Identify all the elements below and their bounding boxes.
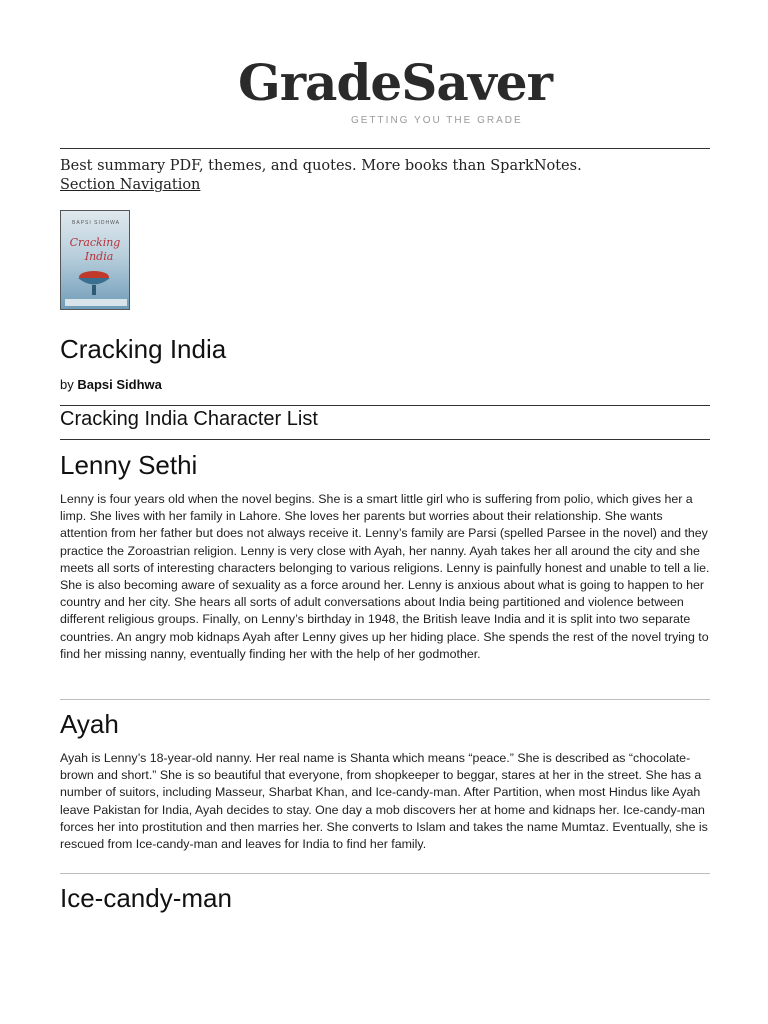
byline: [60, 377, 162, 392]
site-tagline: Best summary PDF, themes, and quotes. More books than SparkNotes.: [60, 158, 582, 174]
logo-tagline: GETTING YOU THE GRADE: [351, 115, 523, 126]
by-label: by: [60, 377, 74, 392]
list-title-bottom-rule: [60, 439, 710, 440]
cover-bowl: [78, 278, 110, 285]
list-title-top-rule: [60, 405, 710, 406]
character-name-lenny: Lenny Sethi: [60, 450, 198, 480]
character-separator: [60, 699, 710, 700]
cover-footer-band: [65, 299, 127, 306]
gradesaver-logo[interactable]: [238, 53, 552, 130]
character-name-ayah: Ayah: [60, 709, 119, 739]
cover-author-text: BAPSI SIDHWA: [72, 220, 120, 226]
header-divider: [60, 148, 710, 149]
character-name-ice-candy-man: Ice-candy-man: [60, 883, 232, 913]
character-list-title: Cracking India Character List: [60, 408, 318, 430]
book-cover-art: [61, 211, 130, 310]
character-description-lenny: Lenny is four years old when the novel begins. She is a smart little girl who is suffering from polio, which gives her a limp. She lives with her family in Lahore. She loves her parents but worries about their relationship. She wants attention from her father but does not always receive it. Lenny’s family are Parsi (spelled Parsee in the novel) and they practice the Zoroastrian religion. Lenny is very close with Ayah, her nanny. Ayah takes her all around the city and she meets all sorts of interesting characters belonging to various religions. Lenny is painfully honest and unable to tell a lie. She is also becoming aware of sexuality as a force around her. Lenny is anxious about what is going to happen to her country and her city. She hears all sorts of adult conversations about India being partitioned and violence between different religious groups. Finally, on Lenny’s birthday in 1948, the British leave India and it is split into two separate countries. An angry mob kidnaps Ayah after Lenny gives up her hiding place. She spends the rest of the novel trying to find her missing nanny, eventually finding her with the help of her godmother.: [60, 492, 710, 661]
logo-wordmark: GradeSaver: [238, 53, 552, 112]
author-link[interactable]: Bapsi Sidhwa: [77, 377, 162, 392]
cover-bowl-stem: [92, 285, 96, 295]
character-description-ayah: Ayah is Lenny’s 18-year-old nanny. Her real name is Shanta which means “peace.” She is described as “chocolate-brown and short.” She is so beautiful that everyone, from shopkeeper to beggar, stares at her in the street. She has a number of suitors, including Masseur, Sharbat Khan, and Ice-candy-man. After Partition, when most Hindus like Ayah leave Pakistan for India, Ayah decides to stay. One day a mob discovers her at home and kidnaps her. Ice-candy-man forces her into prostitution and then marries her. She converts to Islam and takes the name Mumtaz. Eventually, she is rescued from Ice-candy-man and leaves for India to find her family.: [60, 751, 708, 852]
cover-title-line2: India: [84, 250, 114, 263]
book-title: Cracking India: [60, 334, 227, 364]
book-cover-image[interactable]: [60, 210, 130, 310]
section-navigation-link[interactable]: Section Navigation: [60, 177, 201, 193]
cover-title-line1: Cracking: [69, 236, 121, 249]
character-separator: [60, 873, 710, 874]
